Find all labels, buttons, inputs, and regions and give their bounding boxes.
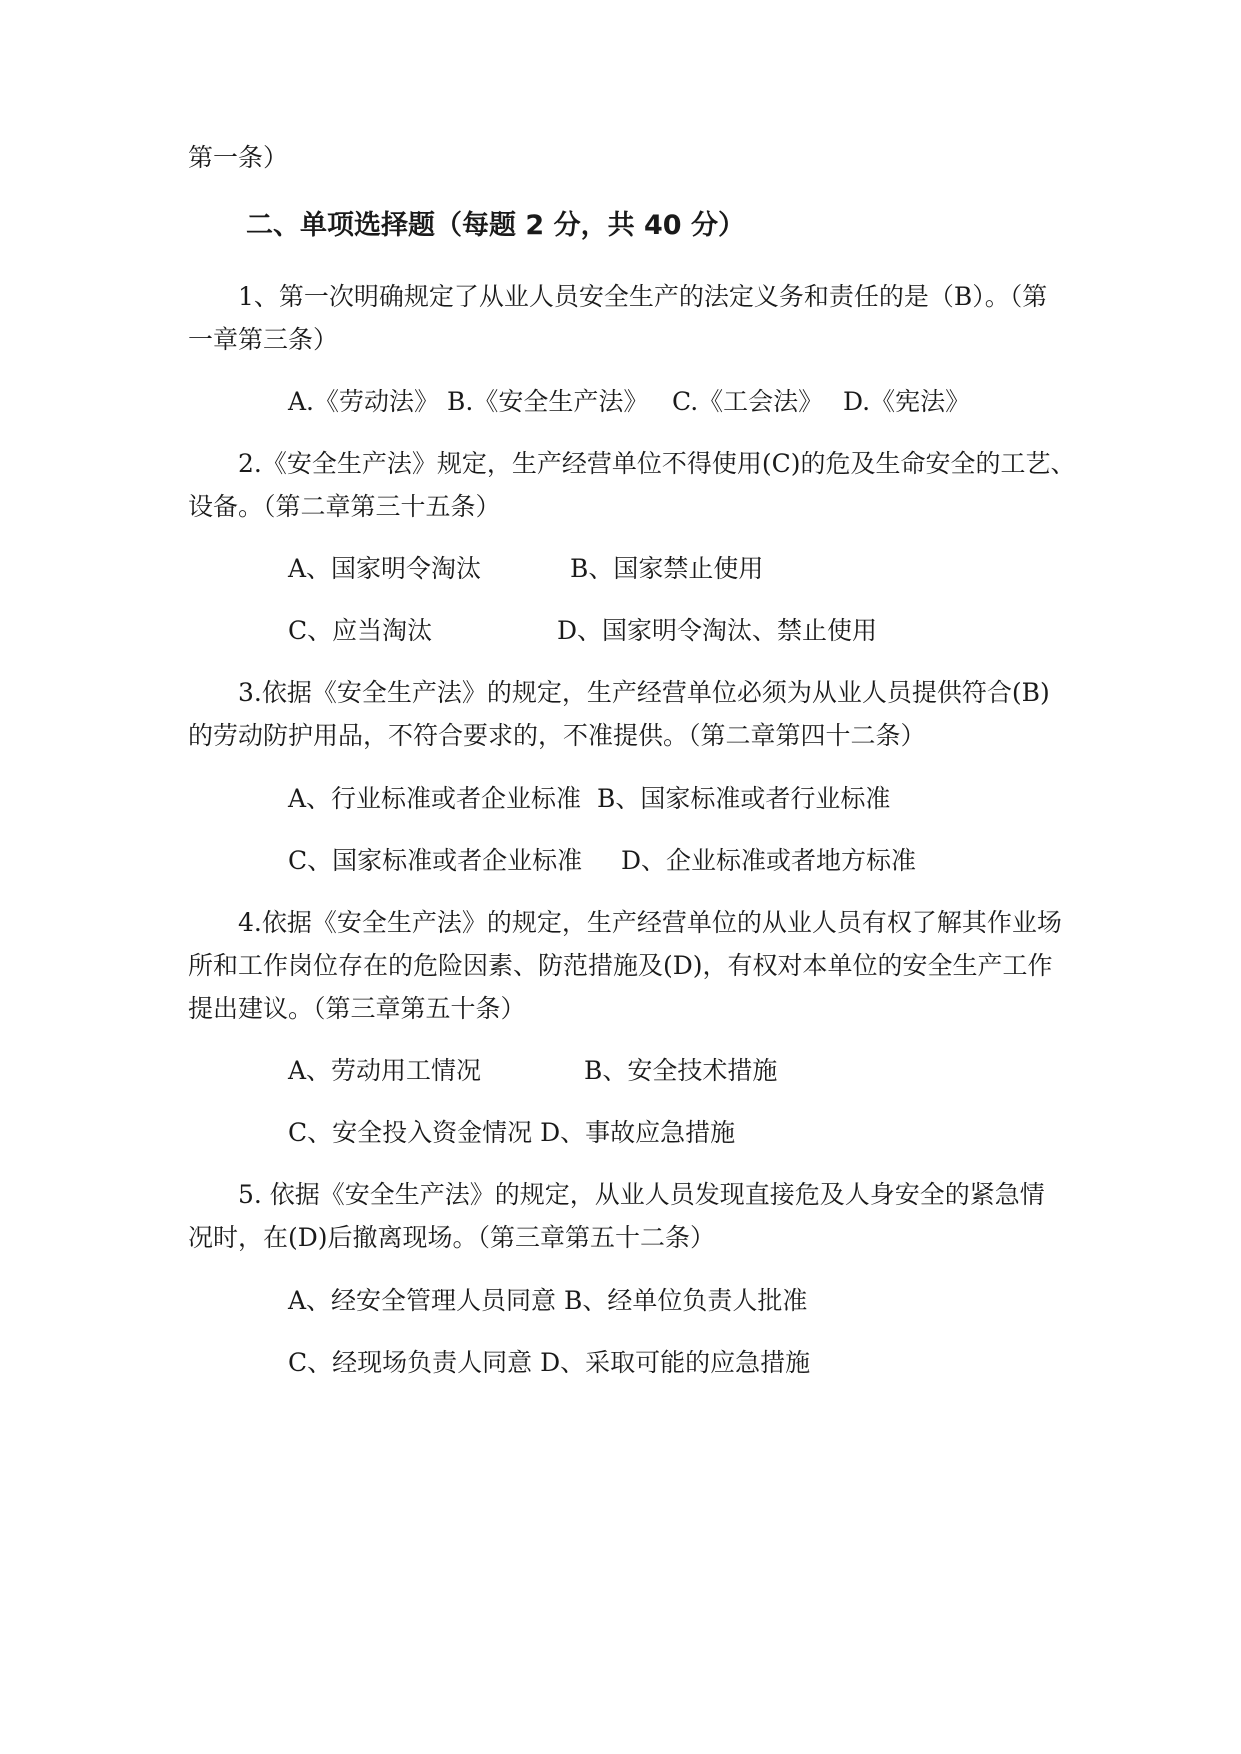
question-4-option-a: A、劳动用工情况 (288, 1056, 482, 1085)
question-3-option-b: B、国家标准或者行业标准 (597, 784, 891, 813)
question-3-line-1: 3.依据《安全生产法》的规定，生产经营单位必须为从业人员提供符合(B) (238, 678, 1050, 707)
question-4-option-b: B、安全技术措施 (584, 1056, 778, 1085)
question-5-line-2: 况时，在(D)后撤离现场。（第三章第五十二条） (188, 1223, 716, 1252)
question-2-option-d: D、国家明令淘汰、禁止使用 (557, 616, 878, 645)
question-3-option-c: C、国家标准或者企业标准 (288, 846, 583, 875)
question-5-option-c-d: C、经现场负责人同意 D、采取可能的应急措施 (288, 1348, 811, 1377)
question-1-line-2: 一章第三条） (188, 325, 339, 354)
question-3-option-d: D、企业标准或者地方标准 (621, 846, 917, 875)
question-1-option-d: D.《宪法》 (843, 387, 971, 416)
question-5-option-a-b: A、经安全管理人员同意 B、经单位负责人批准 (288, 1286, 808, 1315)
question-2-option-b: B、国家禁止使用 (570, 554, 764, 583)
question-1-option-c: C.《工会法》 (672, 387, 824, 416)
question-1-option-b: B.《安全生产法》 (447, 387, 649, 416)
question-2-line-1: 2.《安全生产法》规定，生产经营单位不得使用(C)的危及生命安全的工艺、 (238, 449, 1076, 478)
question-2-option-c: C、应当淘汰 (288, 616, 433, 645)
question-3-option-a: A、行业标准或者企业标准 (288, 784, 582, 813)
question-1-line-1: 1、第一次明确规定了从业人员安全生产的法定义务和责任的是（B）。（第 (238, 282, 1048, 311)
question-4-option-c-d: C、安全投入资金情况 D、事故应急措施 (288, 1118, 736, 1147)
question-4-line-1: 4.依据《安全生产法》的规定，生产经营单位的从业人员有权了解其作业场 (238, 908, 1062, 937)
question-1-option-a: A.《劳动法》 (288, 387, 440, 416)
question-2-option-a: A、国家明令淘汰 (288, 554, 482, 583)
question-4-line-3: 提出建议。（第三章第五十条） (188, 994, 526, 1023)
question-3-line-2: 的劳动防护用品，不符合要求的，不准提供。（第二章第四十二条） (188, 721, 926, 750)
section-title: 二、单项选择题（每题 2 分，共 40 分） (246, 210, 745, 241)
question-5-line-1: 5. 依据《安全生产法》的规定，从业人员发现直接危及人身安全的紧急情 (238, 1180, 1045, 1209)
question-2-line-2: 设备。（第二章第三十五条） (188, 492, 501, 521)
question-4-line-2: 所和工作岗位存在的危险因素、防范措施及(D)，有权对本单位的安全生产工作 (188, 951, 1053, 980)
previous-section-tail: 第一条） (188, 143, 289, 172)
